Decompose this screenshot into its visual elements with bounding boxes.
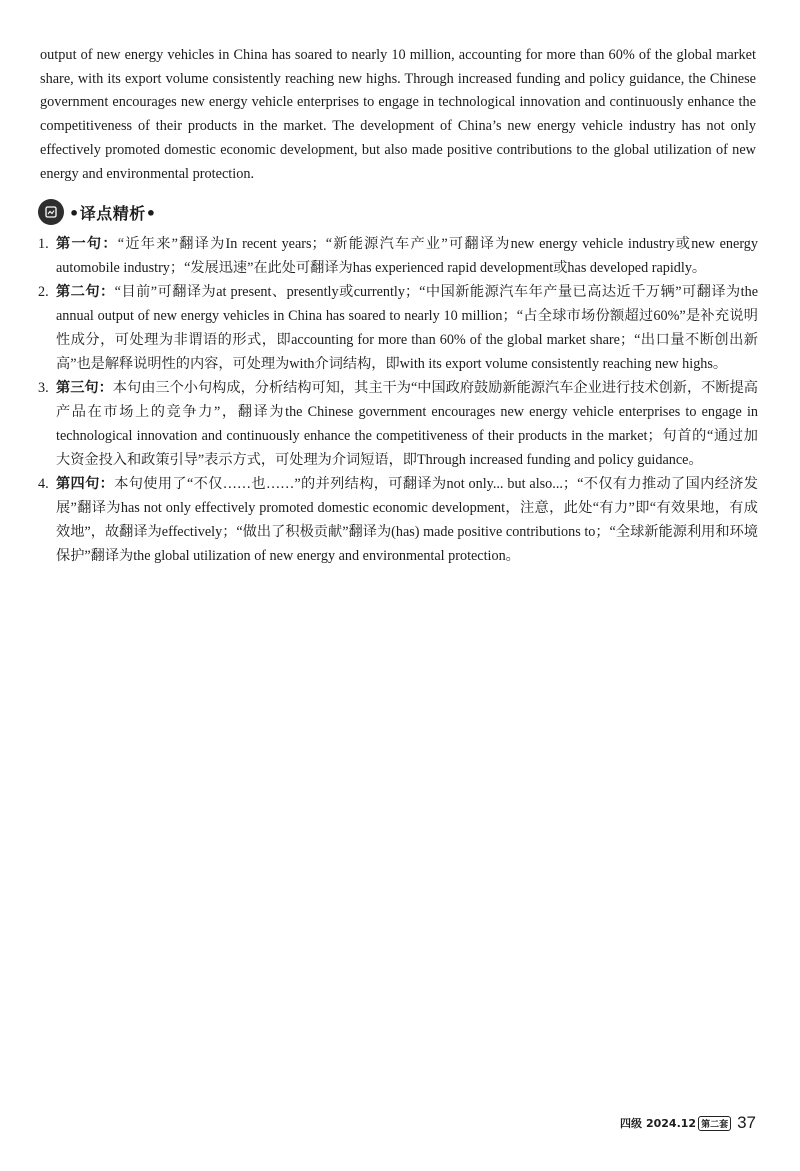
section-heading <box>38 198 156 226</box>
analysis-list <box>38 232 758 568</box>
footer-issue: 2024.12 <box>645 1116 697 1130</box>
page-number: 37 <box>737 1113 756 1132</box>
list-item <box>38 376 758 472</box>
item-number: 1. <box>38 236 49 252</box>
item-lead: 第四句： <box>56 476 115 492</box>
list-item <box>38 280 758 376</box>
item-text: 本句使用了“不仅……也……”的并列结构，可翻译为not only... but also...；“不仅有力推动了国内经济发展”翻译为has not only effectively promoted domestic economic development，注意，此处“有力”即“有效果地，有成效地”，故翻译为effectively；“做出了积极贡献”翻译为(has) made positive contributions to；“全球新能源利用和环境保护”翻译为the global utilization of new energy and environmental protection。 <box>56 476 758 564</box>
item-text: “目前”可翻译为at present、presently或currently；“中国新能源汽车年产量已高达近千万辆”可翻译为the annual output of new energy vehicles in China has soared to nearly 10 million；“占全球市场份额超过60%”是补充说明性成分，可处理为非谓语的形式，即accounting for more than 60% of the global market share；“出口量不断创出新高”也是解释说明性的内容，可处理为with介词结构，即with its export volume consistently reaching new highs。 <box>56 284 758 372</box>
item-number: 2. <box>38 284 49 300</box>
item-lead: 第二句： <box>56 284 115 300</box>
item-lead: 第三句： <box>56 380 113 396</box>
item-number: 4. <box>38 476 49 492</box>
list-item <box>38 472 758 568</box>
item-lead: 第一句： <box>56 236 118 252</box>
footer-label: 四级 <box>619 1117 642 1130</box>
document-icon <box>38 199 64 225</box>
item-number: 3. <box>38 380 49 396</box>
section-title: •译点精析• <box>69 203 157 223</box>
footer-tag: 第二套 <box>698 1116 731 1131</box>
intro-paragraph: output of new energy vehicles in China has soared to nearly 10 million, accounting for more than 60% of the global market share, with its export volume consistently reaching new highs. Through increased funding and policy guidance, the Chinese government encourages new energy vehicle enterprises to engage in technological innovation and continuously enhance the competitiveness of their products in the market. The development of China’s new energy vehicle industry has not only effectively promoted domestic economic development, but also made positive contributions to the global utilization of new energy and environmental protection. <box>40 47 756 182</box>
list-item <box>38 232 758 280</box>
item-text: 本句由三个小句构成，分析结构可知，其主干为“中国政府鼓励新能源汽车企业进行技术创新，不断提高产品在市场上的竞争力”，翻译为the Chinese government encourages new energy vehicle enterprises to engage in technological innovation and continuously enhance the competitiveness of their products in the market；句首的“通过加大资金投入和政策引导”表示方式，可处理为介词短语，即Through increased funding and policy guidance。 <box>56 380 758 468</box>
item-text: “近年来”翻译为In recent years；“新能源汽车产业”可翻译为new energy vehicle industry或new energy automobile industry；“发展迅速”在此处可翻译为has experienced rapid development或has developed rapidly。 <box>56 236 758 276</box>
page-footer <box>620 1112 756 1134</box>
